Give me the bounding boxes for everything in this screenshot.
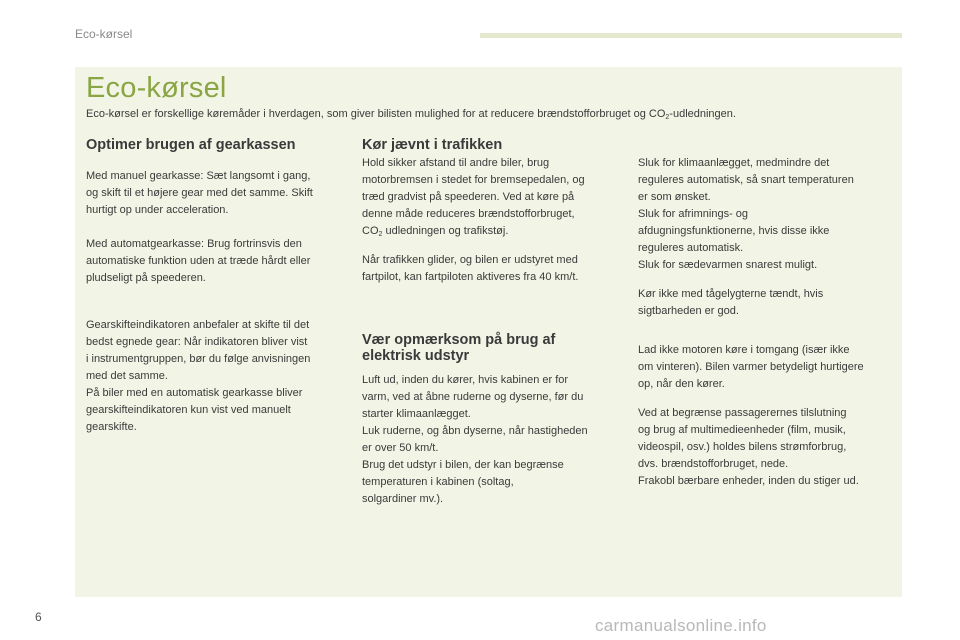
heading-electrical-equipment <box>362 332 555 364</box>
co2-subscript: 2 <box>378 231 383 238</box>
section-header-label: Eco-kørsel <box>75 27 133 41</box>
heading-electrical-line1: Vær opmærksom på brug af <box>362 332 556 348</box>
heading-drive-smoothly: Kør jævnt i trafikken <box>362 137 503 153</box>
heading-electrical-line2: elektrisk udstyr <box>362 348 470 364</box>
intro-text <box>86 108 736 121</box>
paragraph-safe-distance <box>362 155 585 240</box>
heading-gearbox: Optimer brugen af gearkassen <box>86 137 296 153</box>
page-number: 6 <box>35 610 42 624</box>
paragraph-air-conditioning: Sluk for klimaanlægget, medmindre det reguleres automatisk, så snart temperaturen er som ønsket. Sluk for afrimnings- og afdugningsfunktionerne, hvis disse ikke reguleres automatisk. Sluk for sædevarmen snarest muligt. <box>638 157 854 271</box>
intro-text-end: -udledningen. <box>669 108 736 120</box>
watermark: carmanualsonline.info <box>595 616 767 635</box>
safe-distance-text-end: udledningen og trafikstøj. <box>382 225 509 237</box>
paragraph-cruise-control: Når trafikken glider, og bilen er udstyret med fartpilot, kan fartpiloten aktiveres fra 40 km/t. <box>362 254 579 283</box>
intro-subscript: 2 <box>665 114 670 121</box>
paragraph-fog-lights: Kør ikke med tågelygterne tændt, hvis sigtbarheden er god. <box>638 288 824 317</box>
page-title: Eco-kørsel <box>86 72 227 104</box>
safe-distance-text: Hold sikker afstand til andre biler, brug motorbremsen i stedet for bremsepedalen, og træd gradvist på speederen. Ved at køre på denne måde reduceres brændstofforbruget, CO <box>362 157 585 237</box>
intro-text-main: Eco-kørsel er forskellige køremåder i hverdagen, som giver bilisten mulighed for at reducere brændstofforbruget og CO <box>86 108 666 120</box>
paragraph-ventilation: Luft ud, inden du kører, hvis kabinen er for varm, ved at åbne ruderne og dyserne, før du starter klimaanlægget. Luk ruderne, og åbn dyserne, når hastigheden er over 50 km/t. Brug det udstyr i bilen, der kan begrænse temperaturen i kabinen (soltag, solgardiner mv.). <box>362 374 588 505</box>
header-accent-bar <box>480 33 902 38</box>
paragraph-idling: Lad ikke motoren køre i tomgang (især ikke om vinteren). Bilen varmer betydeligt hurtigere op, når den kører. <box>638 344 864 390</box>
paragraph-multimedia: Ved at begrænse passagerernes tilslutning og brug af multimedieenheder (film, musik, videospil, osv.) holdes bilens strømforbrug, dvs. brændstofforbruget, nede. Frakobl bærbare enheder, inden du stiger ud. <box>638 407 859 487</box>
paragraph-manual-gearbox: Med manuel gearkasse: Sæt langsomt i gang, og skift til et højere gear med det samme. Skift hurtigt op under acceleration. <box>86 170 313 216</box>
paragraph-gear-indicator: Gearskifteindikatoren anbefaler at skifte til det bedst egnede gear: Når indikatoren bliver vist i instrumentgruppen, bør du følge anvisningen med det samme. På biler med en automatisk gearkasse bliver gearskifteindikatoren kun vist ved manuelt gearskifte. <box>86 319 311 433</box>
paragraph-automatic-gearbox: Med automatgearkasse: Brug fortrinsvis den automatiske funktion uden at træde hårdt eller pludseligt på speederen. <box>86 238 311 284</box>
